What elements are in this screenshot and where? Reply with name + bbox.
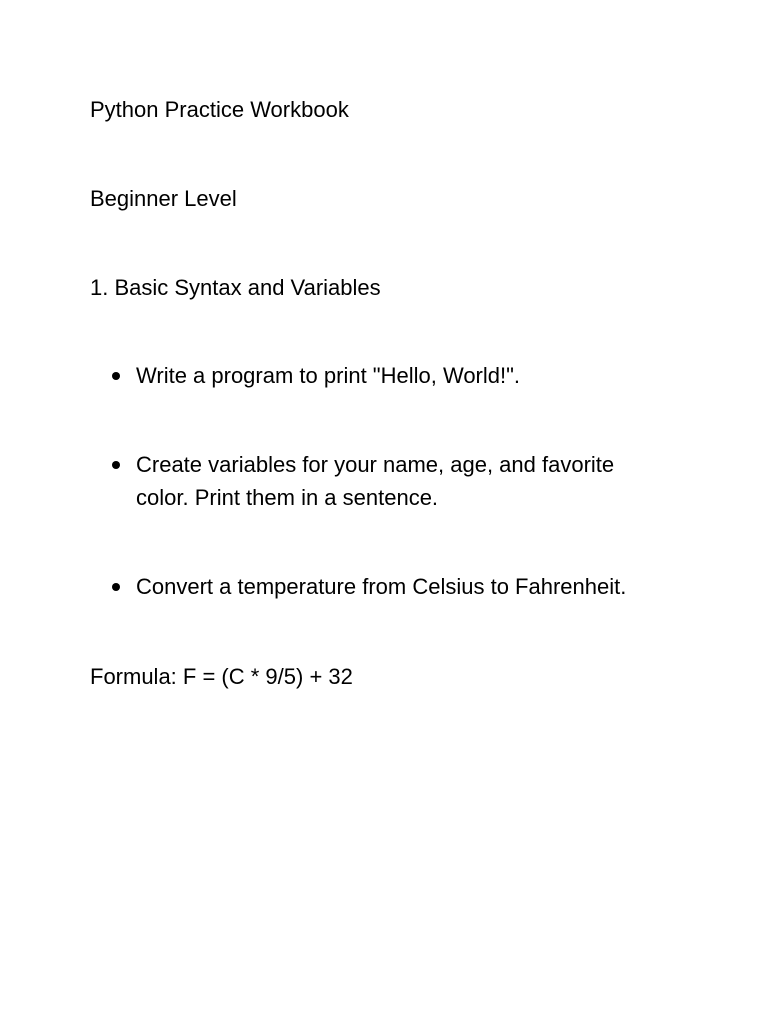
bullet-icon [112,461,120,469]
level-heading: Beginner Level [90,186,237,211]
section-heading: 1. Basic Syntax and Variables [90,275,381,300]
workbook-title: Python Practice Workbook [90,97,349,122]
list-item [112,570,672,603]
formula-text: Formula: F = (C * 9/5) + 32 [90,664,353,689]
bullet-icon [112,372,120,380]
exercise-text: Write a program to print "Hello, World!". [136,363,521,388]
list-item [112,359,672,392]
exercise-text: Create variables for your name, age, and favorite color. Print them in a sentence. [136,452,615,510]
bullet-icon [112,583,120,591]
exercise-text: Convert a temperature from Celsius to Fahrenheit. [136,574,627,599]
list-item [112,448,672,514]
